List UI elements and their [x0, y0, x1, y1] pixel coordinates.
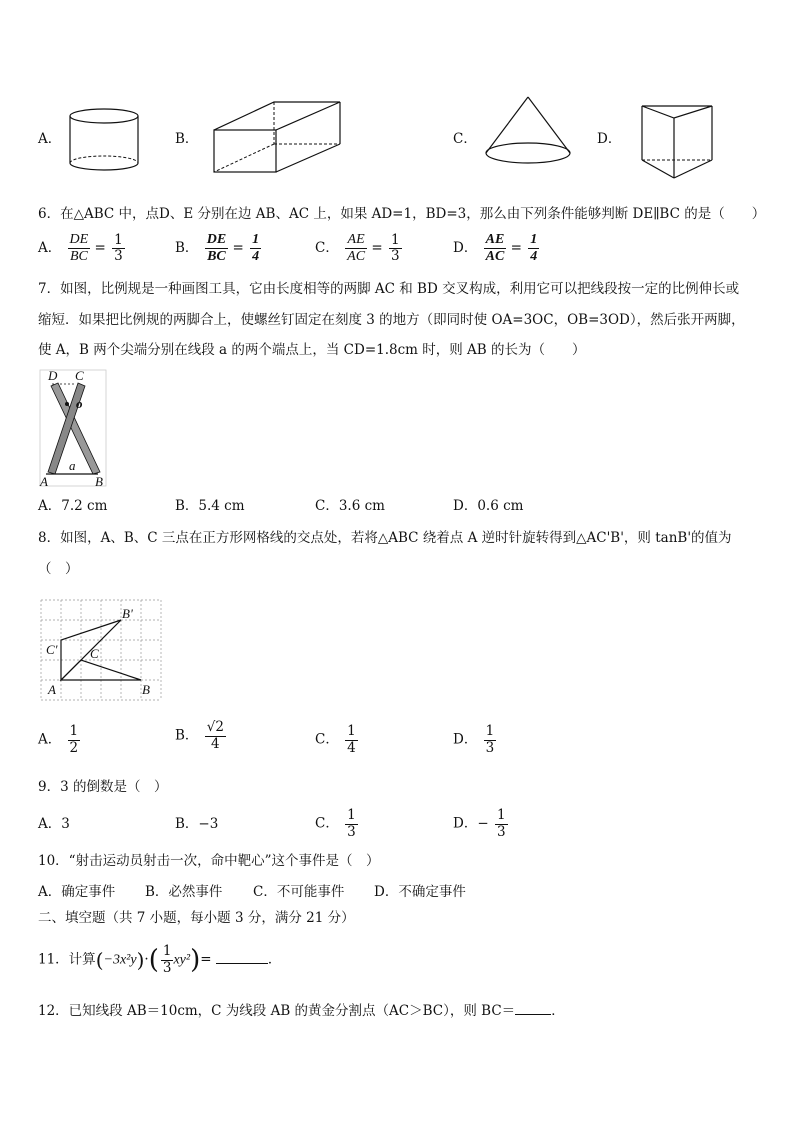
q6-option-b-letter: B．: [175, 240, 199, 257]
q6-option-d-letter: D．: [453, 240, 478, 257]
label-c: C: [75, 368, 84, 383]
q12-answer-blank: [515, 1002, 551, 1015]
label-c-prime: C': [46, 642, 58, 657]
q6-option-b: B． $\frac{DE}{BC}$ = $\frac{1}{4}$: [175, 232, 260, 265]
q7-option-a: A．7.2 cm: [38, 498, 108, 514]
label-b: B: [95, 474, 103, 489]
q8-option-a: A． $\frac{1}{2}$: [38, 723, 79, 756]
label-c: C: [90, 646, 99, 661]
label-a-segment: a: [69, 458, 76, 473]
q6-option-c-letter: C．: [315, 240, 339, 257]
q7-line-3: 使 A，B 两个尖端分别在线段 a 的两个端点上，当 CD=1.8cm 时，则 AB 的长为（ ）: [38, 342, 586, 358]
q12-text: 12．已知线段 AB＝10cm，C 为线段 AB 的黄金分割点（AC＞BC），则 BC＝ ．: [38, 1003, 565, 1019]
q10-option-a: A．确定事件: [38, 884, 116, 900]
q5-option-c-letter: C．: [453, 131, 477, 147]
q7-option-d: D．0.6 cm: [453, 498, 524, 514]
q6-option-a-letter: A．: [38, 240, 62, 257]
q6-option-c-rhs: $\frac{1}{3}$: [390, 231, 400, 265]
q8-option-d: D． $\frac{1}{3}$: [453, 723, 495, 756]
q7-line-2: 缩短．如果把比例规的两脚合上，使螺丝钉固定在刻度 3 的地方（即同时使 OA=3OC，OB=3OD），然后张开两脚，: [38, 312, 745, 328]
q6-option-b-lhs: $\frac{DE}{BC}$: [206, 232, 227, 265]
cone-figure: [484, 95, 574, 167]
q5-option-d-letter: D．: [597, 131, 622, 147]
q11-answer-blank: [216, 951, 268, 964]
q6-option-b-rhs: $\frac{1}{4}$: [252, 232, 260, 265]
q9-option-b: B．−3: [175, 816, 219, 832]
q10-option-c: C．不可能事件: [253, 884, 345, 900]
label-b: B: [142, 682, 150, 697]
q6-option-a-rhs: $\frac{1}{3}$: [114, 231, 123, 265]
cuboid-figure: [212, 100, 344, 175]
q5-option-a-letter: A．: [38, 131, 62, 147]
q6-option-a: A． $\frac{DE}{BC}$ = $\frac{1}{3}$: [38, 231, 123, 265]
q9-option-a: A．3: [38, 816, 70, 832]
q11-text: 11．计算(−3x²y)·( $\frac{1}{3}$ xy²)= ．: [38, 943, 282, 976]
q8-option-c: C． $\frac{1}{4}$: [315, 723, 356, 756]
q9-option-d: D．− $\frac{1}{3}$: [453, 807, 506, 840]
q6-option-d-rhs: $\frac{1}{4}$: [530, 232, 538, 265]
label-o: o: [76, 396, 83, 411]
label-a: A: [40, 474, 48, 489]
q10-text: 10．“射击运动员射击一次，命中靶心”这个事件是（ ）: [38, 853, 380, 869]
cylinder-figure: [68, 108, 140, 172]
section-2-title: 二、填空题（共 7 小题，每小题 3 分，满分 21 分）: [38, 910, 355, 926]
label-d: D: [48, 368, 58, 383]
q5-option-b-letter: B．: [175, 131, 199, 147]
q6-option-a-lhs: $\frac{DE}{BC}$: [69, 232, 89, 265]
q6-option-d-lhs: $\frac{AE}{AC}$: [485, 232, 505, 265]
q9-option-c: C． $\frac{1}{3}$: [315, 807, 356, 840]
q8-line-2: （ ）: [38, 561, 79, 577]
q10-option-b: B．必然事件: [145, 884, 223, 900]
q6-option-c: C． $\frac{AE}{AC}$ = $\frac{1}{3}$: [315, 231, 400, 265]
q7-option-c: C．3.6 cm: [315, 498, 385, 514]
q8-option-b: B． $\frac{√2}{4}$: [175, 719, 224, 752]
q6-text: 6．在△ABC 中，点D、E 分别在边 AB、AC 上，如果 AD=1，BD=3，那么由下列条件能够判断 DE∥BC 的是（ ）: [38, 206, 766, 222]
q6-option-d: D． $\frac{AE}{AC}$ = $\frac{1}{4}$: [453, 232, 538, 265]
q7-option-b: B．5.4 cm: [175, 498, 245, 514]
q10-option-d: D．不确定事件: [374, 884, 466, 900]
q9-text: 9．3 的倒数是（ ）: [38, 779, 168, 795]
label-a: A: [48, 682, 56, 697]
q8-line-1: 8．如图，A、B、C 三点在正方形网格线的交点处，若将△ABC 绕着点 A 逆时针旋转得到△AC'B'，则 tanB'的值为: [38, 530, 732, 546]
q6-option-c-lhs: $\frac{AE}{AC}$: [347, 232, 366, 265]
label-b-prime: B': [122, 606, 133, 621]
q7-line-1: 7．如图，比例规是一种画图工具，它由长度相等的两脚 AC 和 BD 交叉构成，利用它可以把线段按一定的比例伸长或: [38, 281, 740, 297]
triangular-prism-figure: [640, 100, 720, 182]
